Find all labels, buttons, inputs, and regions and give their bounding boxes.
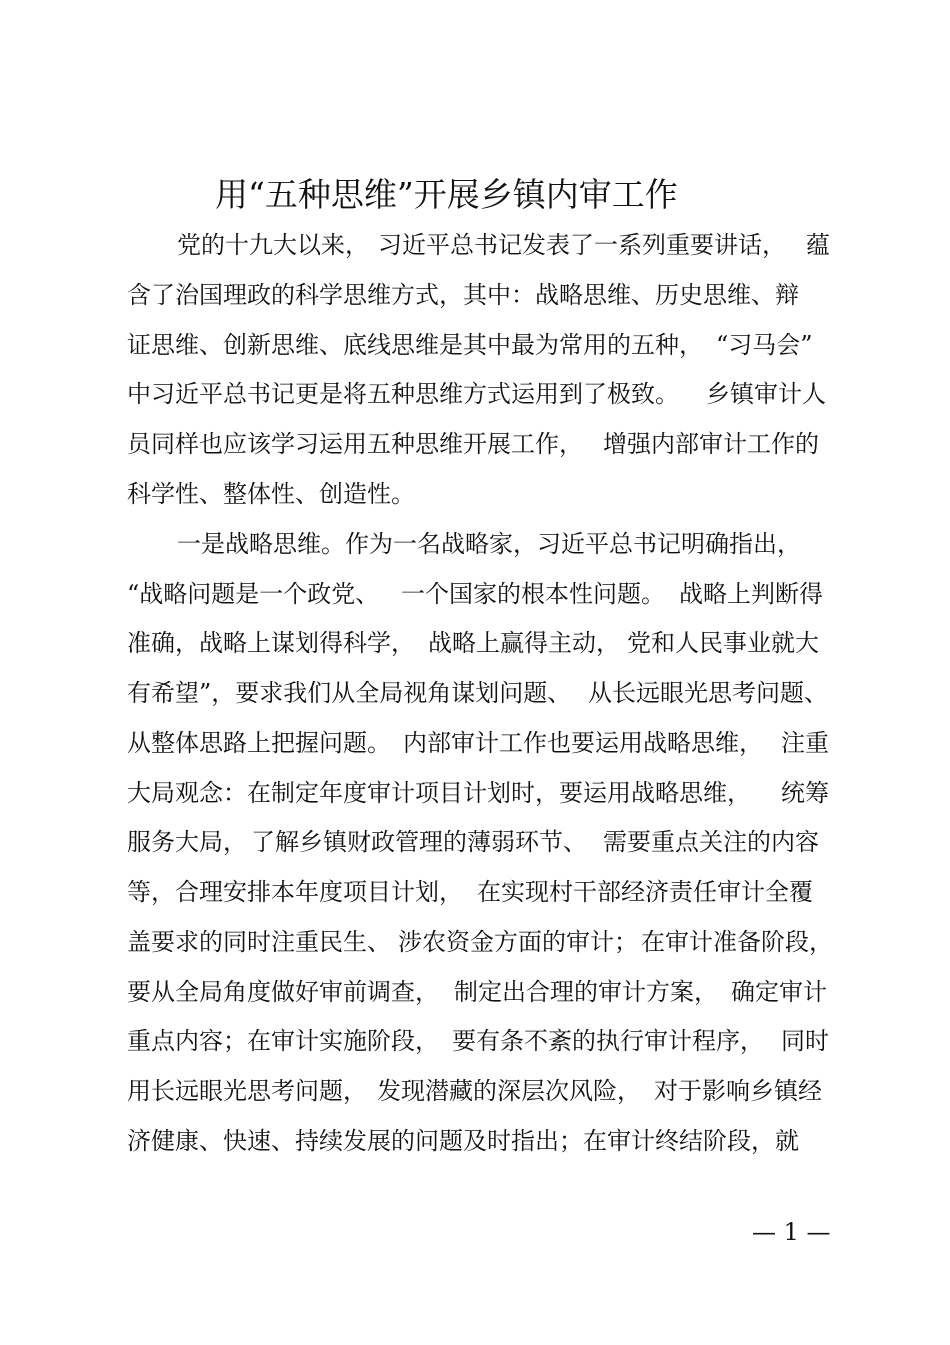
paragraph-line <box>0 320 950 370</box>
paragraph-line <box>0 618 950 668</box>
paragraph-line <box>0 768 950 818</box>
text-segment: 盖要求的同时注重民生、 <box>127 928 391 956</box>
text-segment: 蕴 <box>806 231 830 259</box>
paragraph-line <box>0 569 950 619</box>
paragraph-line <box>0 419 950 469</box>
text-segment: 要从全局角度做好审前调查， <box>127 978 439 1006</box>
text-segment: 需要重点关注的内容 <box>603 828 819 856</box>
text-segment: 发现潜藏的深层次风险， <box>377 1077 641 1105</box>
text-segment: 一是战略思维。作为一名战略家，习近平总书记明确指出， <box>177 530 801 558</box>
text-segment: 准确，战略上谋划得科学， <box>127 629 415 657</box>
paragraph-line <box>0 1116 950 1166</box>
text-segment: 了解乡镇财政管理的薄弱环节、 <box>251 828 587 856</box>
text-segment: 济健康、快速、持续发展的问题及时指出；在审计终结阶段，就 <box>127 1127 799 1155</box>
paragraph-line <box>0 1016 950 1066</box>
text-segment: 等，合理安排本年度项目计划， <box>127 878 463 906</box>
text-segment: 对于影响乡镇经 <box>654 1077 822 1105</box>
paragraph-line <box>0 519 950 569</box>
text-segment: 增强内部审计工作的 <box>603 430 819 458</box>
paragraph-line <box>0 917 950 967</box>
text-segment: “习马会” <box>716 331 813 359</box>
paragraph-line <box>0 718 950 768</box>
text-segment: 从整体思路上把握问题。 <box>127 729 391 757</box>
text-segment: 含了治国理政的科学思维方式，其中：战略思维、历史思维、辩 <box>127 281 799 309</box>
text-segment: 战略上赢得主动， <box>428 629 620 657</box>
paragraph-line <box>0 967 950 1017</box>
paragraph-line <box>0 270 950 320</box>
text-segment: 统筹 <box>781 779 829 807</box>
text-segment: 中习近平总书记更是将五种思维方式运用到了极致。 <box>127 380 679 408</box>
paragraph-line <box>0 668 950 718</box>
text-segment: 证思维、创新思维、底线思维是其中最为常用的五种， <box>127 331 703 359</box>
document-title: 用“五种思维”开展乡镇内审工作 <box>215 175 678 214</box>
text-segment: “战略问题是一个政党、 <box>127 580 380 608</box>
paragraph-line <box>0 220 950 270</box>
text-segment: 从长远眼光思考问题、 <box>588 679 828 707</box>
text-segment: 战略上判断得 <box>679 580 823 608</box>
text-segment: 注重 <box>781 729 829 757</box>
text-segment: 科学性、整体性、创造性。 <box>127 480 415 508</box>
text-segment: 党和人民事业就大 <box>627 629 819 657</box>
text-segment: 重点内容；在审计实施阶段， <box>127 1027 439 1055</box>
text-segment: 在审计准备阶段， <box>641 928 833 956</box>
paragraph-line <box>0 369 950 419</box>
text-segment: 制定出合理的审计方案， <box>454 978 718 1006</box>
text-segment: 习近平总书记发表了一系列重要讲话， <box>378 231 786 259</box>
paragraph-line <box>0 1066 950 1116</box>
text-segment: 内部审计工作也要运用战略思维， <box>403 729 763 757</box>
text-segment: 服务大局， <box>127 828 247 856</box>
paragraph-line <box>0 867 950 917</box>
text-segment: 党的十九大以来， <box>177 231 369 259</box>
text-segment: 涉农资金方面的审计； <box>398 928 638 956</box>
text-segment: 同时 <box>781 1027 829 1055</box>
paragraph-line <box>0 469 950 519</box>
text-segment: 员同样也应该学习运用五种思维开展工作， <box>127 430 583 458</box>
page-number: — 1 — <box>752 1218 831 1246</box>
text-segment: 有希望”，要求我们从全局视角谋划问题、 <box>127 679 572 707</box>
text-segment: 大局观念：在制定年度审计项目计划时，要运用战略思维， <box>127 779 751 807</box>
text-segment: 在实现村干部经济责任审计全覆 <box>477 878 813 906</box>
text-segment: 确定审计 <box>731 978 827 1006</box>
text-segment: 一个国家的根本性问题。 <box>401 580 665 608</box>
text-segment: 用长远眼光思考问题， <box>127 1077 367 1105</box>
paragraph-line <box>0 817 950 867</box>
text-segment: 乡镇审计人 <box>706 380 826 408</box>
text-segment: 要有条不紊的执行审计程序， <box>452 1027 764 1055</box>
